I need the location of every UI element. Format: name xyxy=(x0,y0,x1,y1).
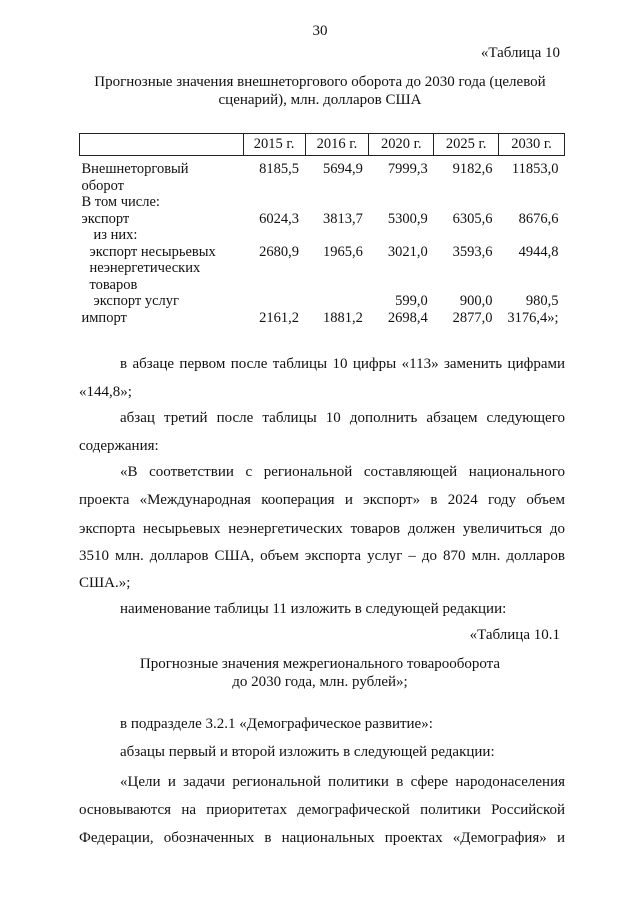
table-cell-value: 3813,7 xyxy=(322,210,363,227)
page-number: 30 xyxy=(312,23,328,39)
quote-1-line-3: экспорта несырьевых неэнергетических товаров должен увеличиться до xyxy=(79,521,565,537)
row-label-line: Внешнеторговый xyxy=(81,161,189,177)
table-header-year: 2025 г. xyxy=(434,134,499,156)
table-header-corner xyxy=(80,134,244,156)
row-label-line: товаров xyxy=(89,276,138,293)
paragraph-4: в подразделе 3.2.1 «Демографическое развитие»: xyxy=(120,716,433,732)
table-cell-value: 599,0 xyxy=(395,293,428,309)
row-label xyxy=(80,310,244,327)
table-row xyxy=(80,211,565,228)
quote-2-line-2: основываются на приоритетах демографической политики Российской xyxy=(79,802,565,818)
table-cell-value xyxy=(434,194,499,211)
table-header-year: 2016 г. xyxy=(305,134,369,156)
table-row xyxy=(80,156,565,195)
table-row xyxy=(80,227,565,244)
table-cell-value: 7999,3 xyxy=(387,161,428,177)
table-cell-value: 8676,6 xyxy=(518,210,559,227)
table-cell-value xyxy=(243,194,305,211)
table-cell-value xyxy=(499,194,565,211)
table-10-reference: «Таблица 10 xyxy=(480,45,560,61)
row-label xyxy=(80,156,244,195)
row-label-line: экспорт услуг xyxy=(93,293,179,309)
table-row xyxy=(80,310,565,327)
table-cell-value: 4944,8 xyxy=(518,243,559,260)
table-cell-value: 5694,9 xyxy=(322,161,363,177)
table-cell-value: 2877,0 xyxy=(452,309,493,326)
row-label-line: В том числе: xyxy=(81,194,160,210)
table-cell-value: 900,0 xyxy=(459,293,493,309)
row-label-line: неэнергетических xyxy=(89,260,201,276)
table-row xyxy=(80,194,565,211)
quote-1-line-1: «В соответствии с региональной составляющей национального xyxy=(120,464,565,480)
row-label-line: экспорт несырьевых xyxy=(89,243,216,260)
table-cell-value: 8185,5 xyxy=(259,161,299,177)
table-cell-value: 980,5 xyxy=(525,293,559,309)
table-cell-value: 2161,2 xyxy=(259,309,299,326)
table-cell-value xyxy=(305,293,369,310)
table-cell-value: 3021,0 xyxy=(387,243,428,260)
table-10-title-line-1: Прогнозные значения внешнеторгового оборота до 2030 года (целевой xyxy=(94,74,546,90)
table-header-row xyxy=(80,134,565,156)
table-header-year: 2020 г. xyxy=(369,134,434,156)
paragraph-5: абзацы первый и второй изложить в следующей редакции: xyxy=(120,744,495,760)
table-cell-value: 3593,6 xyxy=(452,243,493,260)
row-label xyxy=(80,211,244,228)
table-10-1-title-line-2: до 2030 года, млн. рублей»; xyxy=(232,674,408,690)
quote-2-line-1: «Цели и задачи региональной политики в сфере народонаселения xyxy=(120,774,565,790)
table-row xyxy=(80,244,565,294)
table-cell-value: 6305,6 xyxy=(452,210,493,227)
quote-2-line-3: Федерации, обозначенных в национальных проектах «Демография» и xyxy=(79,830,565,846)
row-label-line: экспорт xyxy=(81,210,130,227)
table-cell-value: 3176,4»; xyxy=(507,309,559,326)
paragraph-2-line-2: содержания: xyxy=(79,438,159,454)
table-header-year: 2030 г. xyxy=(499,134,565,156)
table-cell-value xyxy=(434,227,499,244)
table-cell-value: 6024,3 xyxy=(259,210,299,227)
row-label xyxy=(80,244,244,294)
table-10-1-reference: «Таблица 10.1 xyxy=(469,627,560,643)
table-cell-value xyxy=(369,194,434,211)
table-10-1-title-line-1: Прогнозные значения межрегионального товарооборота xyxy=(139,656,501,672)
paragraph-3: наименование таблицы 11 изложить в следующей редакции: xyxy=(120,601,507,617)
table-cell-value: 1965,6 xyxy=(322,243,363,260)
paragraph-1-line-2: «144,8»; xyxy=(79,384,132,400)
table-cell-value: 5300,9 xyxy=(387,210,428,227)
table-10-title-line-2: сценарий), млн. долларов США xyxy=(218,92,422,108)
quote-1-line-2: проекта «Международная кооперация и экспорт» в 2024 году объем xyxy=(79,492,565,508)
table-cell-value xyxy=(305,227,369,244)
row-label-line: импорт xyxy=(81,309,127,326)
row-label xyxy=(80,227,244,244)
table-cell-value: 1881,2 xyxy=(322,309,363,326)
foreign-trade-table xyxy=(79,133,565,326)
table-cell-value: 2698,4 xyxy=(387,309,428,326)
quote-1-line-5: США.»; xyxy=(79,575,131,591)
table-row xyxy=(80,293,565,310)
row-label-line: оборот xyxy=(81,177,125,194)
paragraph-1-line-1: в абзаце первом после таблицы 10 цифры «113» заменить цифрами xyxy=(120,356,565,372)
row-label-line: из них: xyxy=(93,227,138,243)
table-header-year: 2015 г. xyxy=(243,134,305,156)
table-cell-value xyxy=(243,293,305,310)
table-cell-value xyxy=(499,227,565,244)
quote-1-line-4: 3510 млн. долларов США, объем экспорта услуг – до 870 млн. долларов xyxy=(79,548,565,564)
paragraph-2-line-1: абзац третий после таблицы 10 дополнить абзацем следующего xyxy=(120,410,565,426)
table-cell-value: 9182,6 xyxy=(452,161,493,177)
row-label xyxy=(80,194,244,211)
table-cell-value xyxy=(305,194,369,211)
table-cell-value xyxy=(369,227,434,244)
table-cell-value: 11853,0 xyxy=(511,161,559,177)
table-cell-value xyxy=(243,227,305,244)
row-label xyxy=(80,293,244,310)
table-cell-value: 2680,9 xyxy=(259,243,299,260)
